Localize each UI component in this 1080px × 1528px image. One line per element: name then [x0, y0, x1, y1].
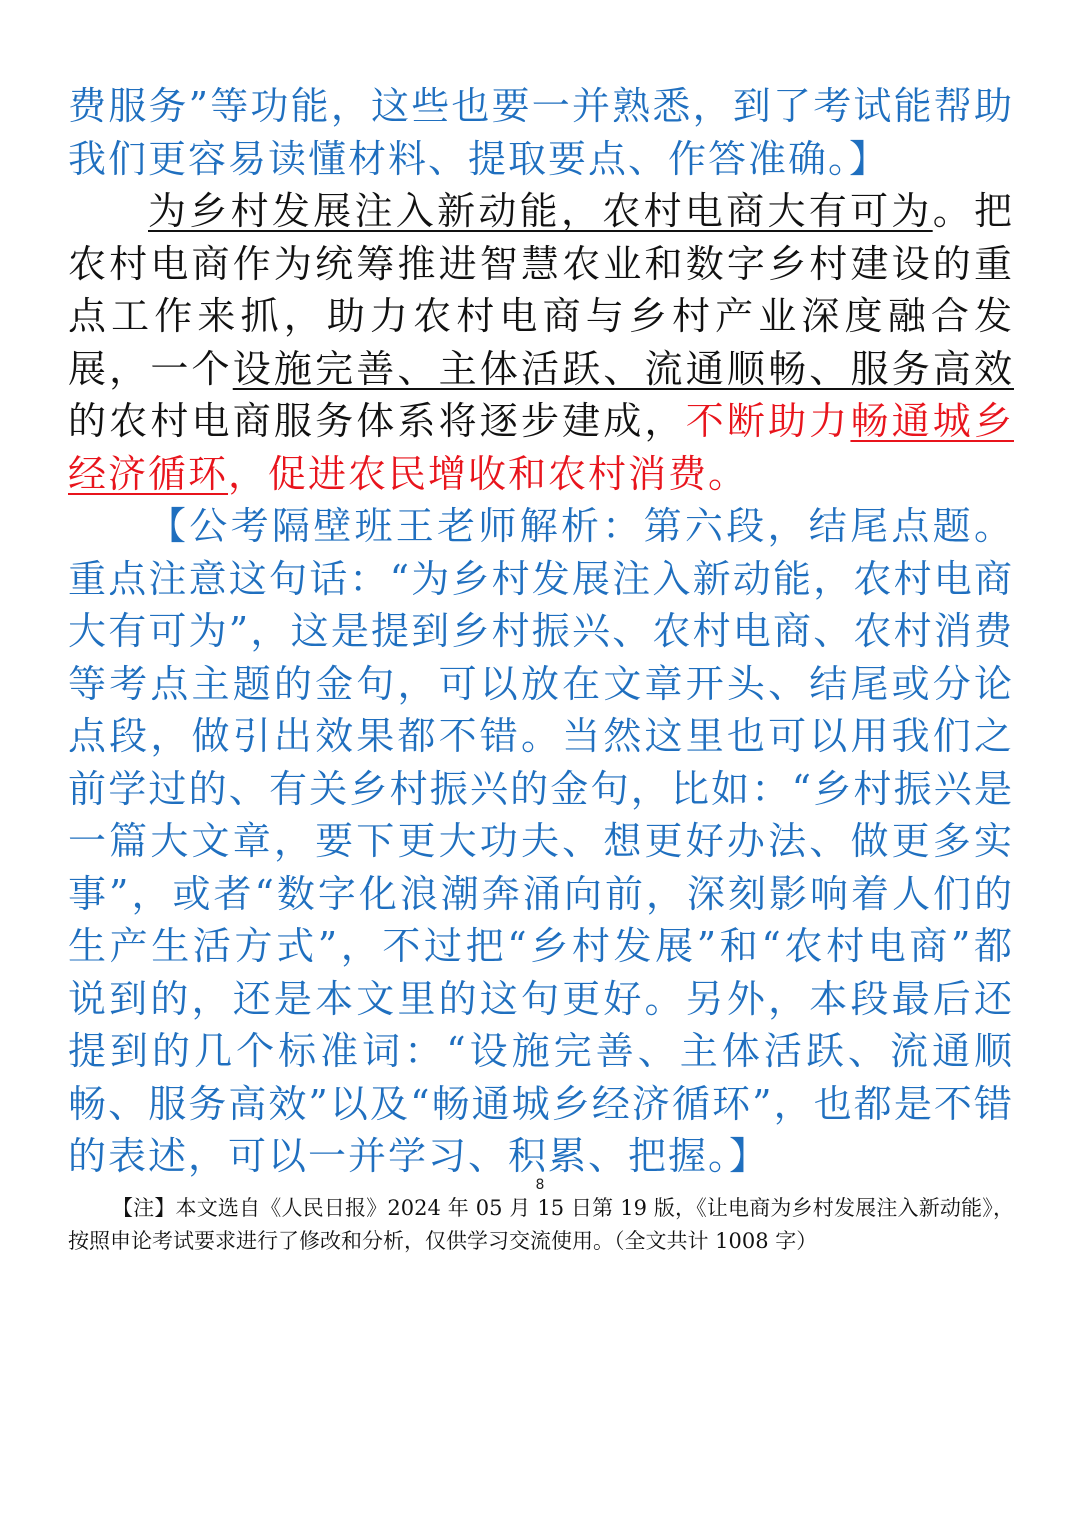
teacher-analysis-text: 【公考隔壁班王老师解析：第六段，结尾点题。重点注意这句话：“为乡村发展注入新动能，农村电商大有可为”，这是提到乡村振兴、农村电商、农村消费等考点主题的金句，可以放在文章开头、结尾或分论点段，做引出效果都不错。当然这里也可以用我们之前学过的、有关乡村振兴的金句，比如：“乡村振兴是一篇大文章，要下更大功夫、想更好办法、做更多实事”，或者“数字化浪潮奔涌向前，深刻影响着人们的生产生活方式”，不过把“乡村发展”和“农村电商”都说到的，还是本文里的这句更好。另外，本段最后还提到的几个标准词：“设施完善、主体活跃、流通顺畅、服务高效”以及“畅通城乡经济循环”，也都是不错的表述，可以一并学习、积累、把握。】: [68, 504, 1014, 1178]
red-emphasis-lead: 不断助力: [685, 399, 851, 443]
page-number: 8: [535, 1177, 545, 1193]
analysis-continuation-text: 费服务”等功能，这些也要一并熟悉，到了考试能帮助我们更容易读懂材料、提取要点、作答准确。】: [68, 84, 1014, 181]
teacher-analysis: [68, 500, 1014, 1183]
red-emphasis-tail: ，促进农民增收和农村消费。: [228, 451, 749, 496]
paragraph-six-body-continued: 的农村电商服务体系将逐步建成，: [68, 399, 686, 443]
red-emphasis-underlined: 畅通城乡经济循环: [68, 399, 1014, 496]
underlined-key-phrase: 设施完善、主体活跃、流通顺畅、服务高效: [232, 346, 1014, 391]
intro-continuation: [68, 80, 1014, 185]
paragraph-six-body: 。把农村电商作为统筹推进智慧农业和数字乡村建设的重点工作来抓，助力农村电商与乡村产业深度融合发展，一个: [68, 189, 1014, 391]
source-note: 【注】本文选自《人民日报》2024 年 05 月 15 日第 19 版，《让电商为乡村发展注入新动能》，按照申论考试要求进行了修改和分析，仅供学习交流使用。（全文共计 1008 字）: [68, 1196, 1014, 1253]
paragraph-six-text: [68, 185, 1014, 500]
paragraph-six: [68, 185, 1014, 500]
paragraph-six-heading: 为乡村发展注入新动能，农村电商大有可为: [148, 189, 933, 233]
